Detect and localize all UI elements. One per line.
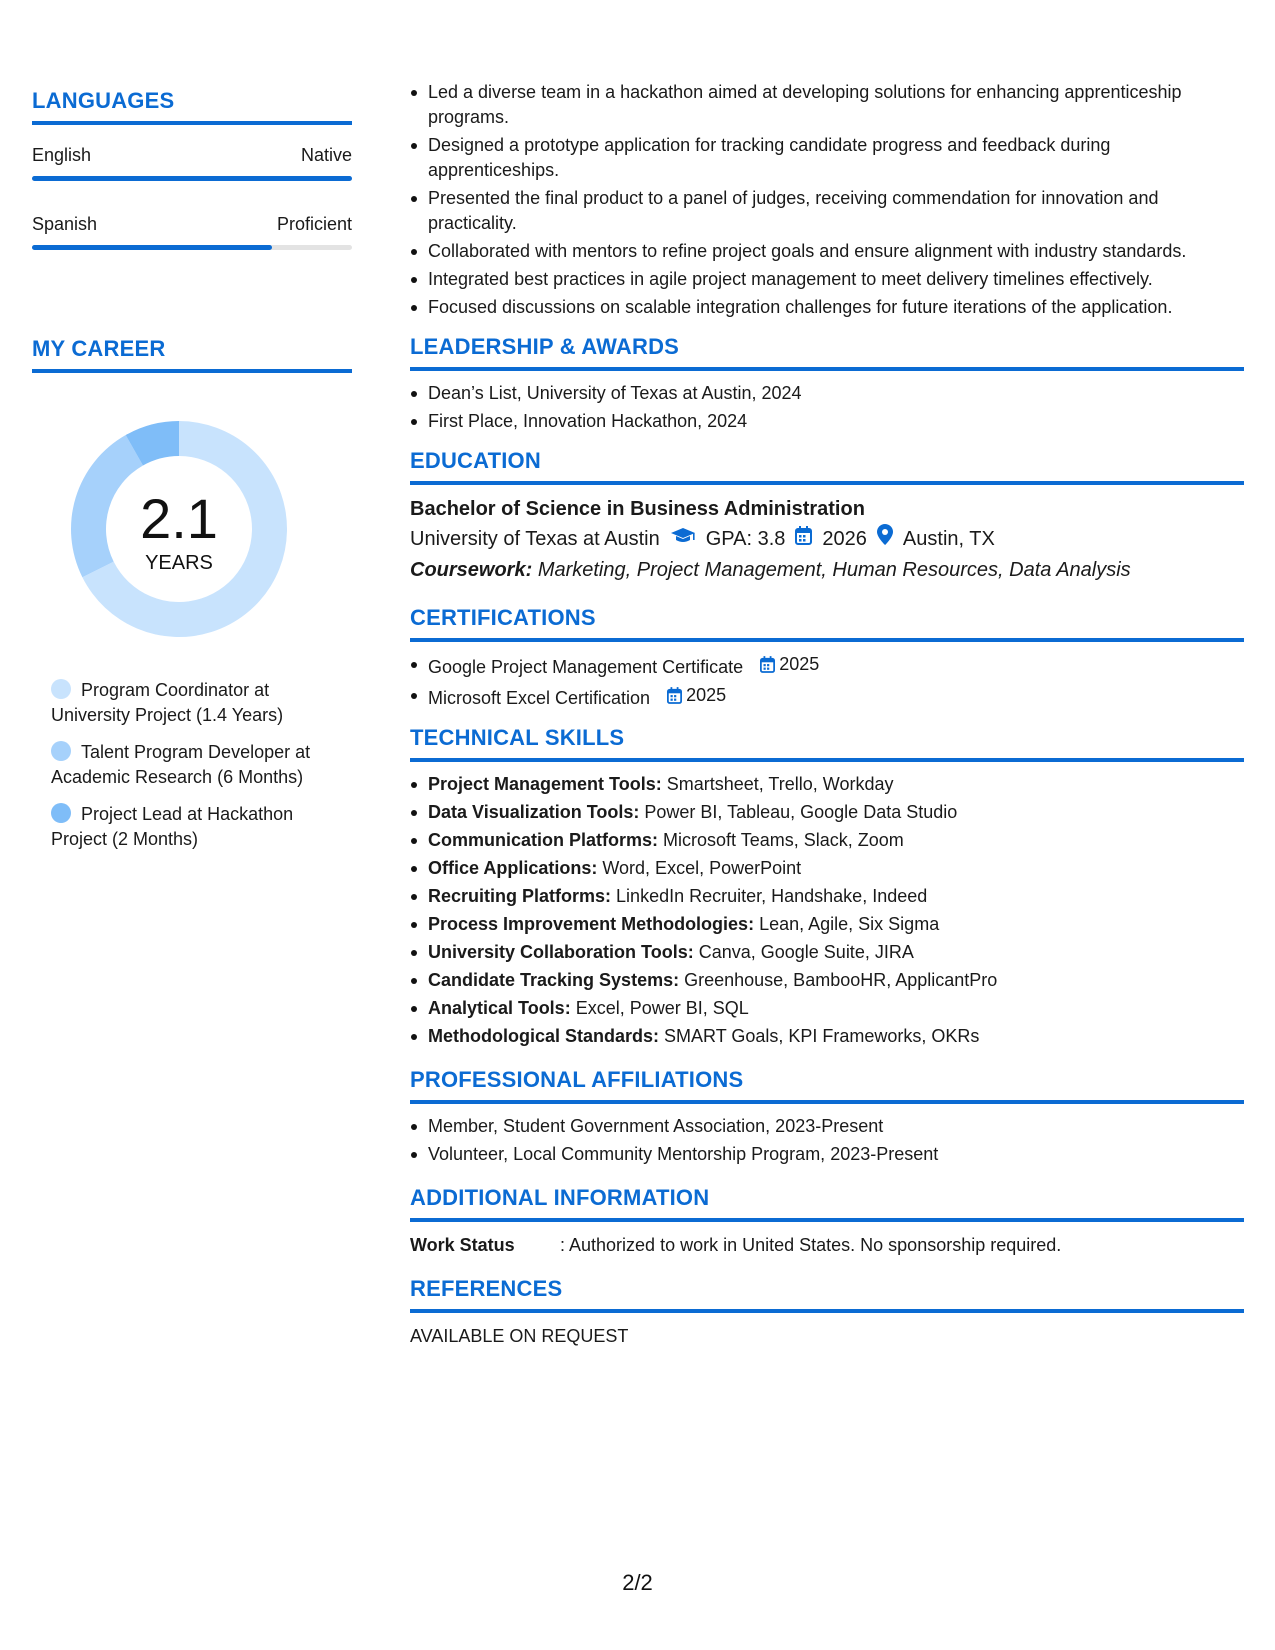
list-item (428, 940, 1244, 965)
graduation-cap-icon (670, 523, 696, 555)
degree-title: Bachelor of Science in Business Administration (410, 498, 865, 520)
list-item: Member, Student Government Association, 2023-Present (428, 1114, 1244, 1139)
languages-heading: LANGUAGES (32, 88, 352, 125)
location-pin-icon (877, 523, 893, 555)
skill-label: Communication Platforms: (428, 830, 659, 850)
skill-label: Office Applications: (428, 858, 598, 878)
legend-label: Project Lead at Hackathon Project (2 Months) (51, 804, 294, 849)
certification-date (760, 652, 819, 677)
language-english (32, 145, 352, 181)
list-item: Presented the final product to a panel of judges, receiving commendation for innovation and practicality. (428, 186, 1244, 236)
skill-label: Process Improvement Methodologies: (428, 914, 755, 934)
skill-label: Analytical Tools: (428, 998, 571, 1018)
language-level-bar (32, 176, 352, 181)
language-level: Native (300, 145, 352, 165)
work-status-value: : Authorized to work in United States. No sponsorship required. (560, 1235, 1062, 1255)
career-section (32, 336, 352, 373)
list-item: Led a diverse team in a hackathon aimed at developing solutions for enhancing apprenticeship programs. (428, 80, 1244, 130)
list-item: Designed a prototype application for tracking candidate progress and feedback during apprenticeships. (428, 133, 1244, 183)
additional-info-section (410, 1185, 1244, 1258)
language-name: English (32, 145, 92, 165)
affiliations-section (410, 1067, 1244, 1167)
list-item: Volunteer, Local Community Mentorship Program, 2023-Present (428, 1142, 1244, 1167)
list-item (428, 912, 1244, 937)
career-heading: MY CAREER (32, 336, 352, 373)
work-status-label: Work Status (410, 1235, 515, 1255)
list-item (428, 800, 1244, 825)
career-legend (51, 678, 341, 864)
certification-date (667, 683, 726, 708)
certifications-heading: CERTIFICATIONS (410, 605, 1244, 642)
leadership-heading: LEADERSHIP & AWARDS (410, 334, 1244, 371)
language-level-bar (32, 245, 352, 250)
list-item: First Place, Innovation Hackathon, 2024 (428, 409, 1244, 434)
list-item (428, 683, 1244, 711)
calendar-icon (667, 687, 682, 704)
skill-value: LinkedIn Recruiter, Handshake, Indeed (616, 886, 928, 906)
skill-value: Excel, Power BI, SQL (575, 998, 749, 1018)
certifications-section (410, 605, 1244, 711)
skill-value: Lean, Agile, Six Sigma (759, 914, 940, 934)
list-item (428, 996, 1244, 1021)
skill-label: Candidate Tracking Systems: (428, 970, 680, 990)
skill-label: Project Management Tools: (428, 774, 662, 794)
language-level-bar-fill (32, 176, 352, 181)
career-total-unit: YEARS (145, 551, 213, 574)
education-details (410, 523, 1244, 555)
certification-name: Google Project Management Certificate (428, 657, 744, 677)
list-item (428, 856, 1244, 881)
list-item: Dean’s List, University of Texas at Austin, 2024 (428, 381, 1244, 406)
skill-value: Smartsheet, Trello, Workday (666, 774, 894, 794)
career-donut-chart (66, 416, 292, 642)
legend-item (51, 678, 341, 728)
list-item: Focused discussions on scalable integration challenges for future iterations of the application. (428, 295, 1244, 320)
list-item: Integrated best practices in agile project management to meet delivery timelines effectively. (428, 267, 1244, 292)
school-location: Austin, TX (902, 528, 995, 550)
list-item (428, 1024, 1244, 1049)
legend-dot (51, 803, 71, 823)
right-column (410, 80, 1244, 1349)
certification-year: 2025 (686, 685, 727, 705)
left-column (32, 88, 352, 250)
calendar-icon (760, 656, 775, 673)
certification-year: 2025 (779, 654, 820, 674)
list-item (428, 968, 1244, 993)
references-text: AVAILABLE ON REQUEST (410, 1326, 629, 1346)
list-item (428, 828, 1244, 853)
skill-label: University Collaboration Tools: (428, 942, 694, 962)
language-name: Spanish (32, 214, 98, 234)
gpa: GPA: 3.8 (705, 528, 786, 550)
career-total-years: 2.1 (140, 486, 218, 550)
language-level: Proficient (276, 214, 352, 234)
coursework (410, 555, 1244, 585)
list-item (428, 884, 1244, 909)
legend-item (51, 802, 341, 852)
skill-label: Data Visualization Tools: (428, 802, 640, 822)
skill-value: Canva, Google Suite, JIRA (698, 942, 914, 962)
affiliations-heading: PROFESSIONAL AFFILIATIONS (410, 1067, 1244, 1104)
skills-section (410, 725, 1244, 1049)
legend-item (51, 740, 341, 790)
additional-info-heading: ADDITIONAL INFORMATION (410, 1185, 1244, 1222)
language-spanish (32, 214, 352, 250)
legend-label: Talent Program Developer at Academic Research (6 Months) (51, 742, 311, 787)
school-name: University of Texas at Austin (410, 528, 660, 550)
certification-name: Microsoft Excel Certification (428, 688, 651, 708)
legend-dot (51, 741, 71, 761)
language-level-bar-fill (32, 245, 272, 250)
graduation-year: 2026 (822, 528, 867, 550)
leadership-section (410, 334, 1244, 434)
skill-value: Microsoft Teams, Slack, Zoom (663, 830, 904, 850)
list-item (428, 652, 1244, 680)
experience-bullets (410, 80, 1244, 320)
legend-label: Program Coordinator at University Project (1.4 Years) (51, 680, 284, 725)
coursework-label: Coursework: (410, 559, 533, 581)
work-status-row (410, 1232, 1244, 1258)
skills-heading: TECHNICAL SKILLS (410, 725, 1244, 762)
skill-value: Greenhouse, BambooHR, ApplicantPro (684, 970, 998, 990)
legend-dot (51, 679, 71, 699)
references-heading: REFERENCES (410, 1276, 1244, 1313)
skill-value: Word, Excel, PowerPoint (602, 858, 802, 878)
skill-value: SMART Goals, KPI Frameworks, OKRs (664, 1026, 980, 1046)
coursework-list: Marketing, Project Management, Human Resources, Data Analysis (537, 559, 1131, 581)
skill-label: Recruiting Platforms: (428, 886, 612, 906)
calendar-icon (795, 523, 812, 555)
skill-label: Methodological Standards: (428, 1026, 660, 1046)
list-item (428, 772, 1244, 797)
page-number: 2/2 (622, 1570, 653, 1595)
list-item: Collaborated with mentors to refine project goals and ensure alignment with industry standards. (428, 239, 1244, 264)
references-section (410, 1276, 1244, 1349)
skill-value: Power BI, Tableau, Google Data Studio (644, 802, 958, 822)
education-heading: EDUCATION (410, 448, 1244, 485)
education-section (410, 448, 1244, 585)
